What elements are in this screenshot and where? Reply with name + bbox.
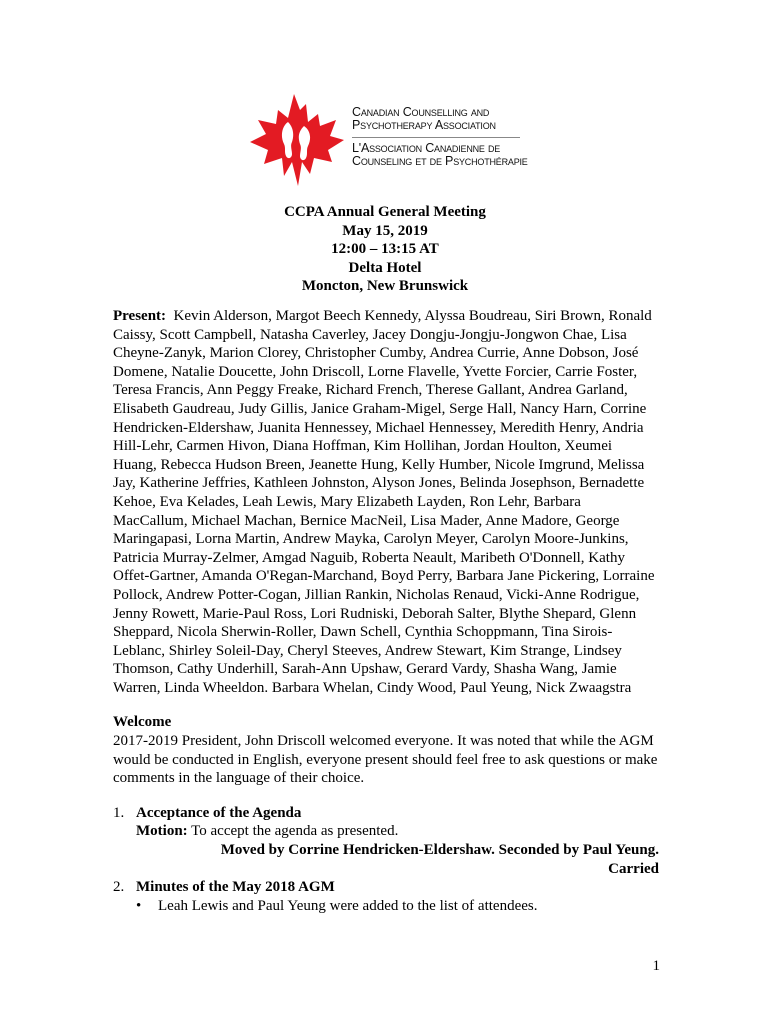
bullet-text: Leah Lewis and Paul Yeung were added to the list of attendees. [158, 897, 538, 914]
agenda-item-title: Minutes of the May 2018 AGM [136, 879, 335, 896]
minutes-body [113, 307, 659, 915]
motion-text: To accept the agenda as presented. [187, 823, 399, 840]
agenda-item-number: 1. [113, 804, 125, 821]
bullet-item [136, 897, 659, 916]
attendees-list: Kevin Alderson, Margot Beech Kennedy, Alyssa Boudreau, Siri Brown, Ronald Caissy, Scott Campbell, Natasha Caverley, Jacey Dongju-Jongju-Jongwon Chae, Lisa Cheyne-Zanyk, Marion Clorey, Christopher Cumby, Andrea Currie, Anne Dobson, José Domene, Natalie Doucette, John Driscoll, Lorne Flavelle, Yvette Forcier, Carrie Foster, Teresa Francis, Ann Peggy Freake, Richard French, Therese Gallant, Andrea Garland, Elisabeth Gaudreau, Judy Gillis, Janice Graham-Migel, Serge Hall, Nancy Harn, Corrine Hendricken-Eldershaw, Juanita Hennessey, Michael Hennessey, Meredith Henry, Andria Hill-Lehr, Carmen Hivon, Diana Hoffman, Kim Hollihan, Jordan Houlton, Xeumei Huang, Rebecca Hudson Breen, Jeanette Hung, Kelly Humber, Nicole Imgrund, Melissa Jay, Katherine Jeffries, Kathleen Johnston, Alyson Jones, Belinda Josephson, Bernadette Kehoe, Eva Kelades, Leah Lewis, Mary Elizabeth Layden, Ron Lehr, Barbara MacCallum, Michael Machan, Bernice MacNeil, Lisa Mader, Anne Madore, George Maringapasi, Lorna Martin, Andrew Mayka, Carolyn Meyer, Carolyn Moore-Junkins, Patricia Murray-Zelmer, Amgad Naguib, Roberta Neault, Maribeth O'Donnell, Kathy Offet-Gartner, Amanda O'Regan-Marchand, Boyd Perry, Barbara Jane Pickering, Lorraine Pollock, Andrew Potter-Cogan, Jillian Rankin, Nicholas Renaud, Vicki-Anne Rodrigue, Jenny Rowett, Marie-Paul Ross, Lori Rudniski, Deborah Salter, Blythe Shepard, Glenn Sheppard, Nicola Sherwin-Roller, Dawn Schell, Cynthia Schoppmann, Tina Sirois-Leblanc, Shirley Soleil-Day, Cheryl Steeves, Andrew Stewart, Kim Strange, Lindsey Thomson, Cathy Underhill, Sarah-Ann Upshaw, Gerard Vardy, Shasha Wang, Jamie Warren, Linda Wheeldon. Barbara Whelan, Cindy Wood, Paul Yeung, Nick Zwaagstra [113, 308, 655, 696]
meeting-heading [0, 203, 770, 296]
logo-text [352, 106, 528, 168]
attendees-paragraph [113, 307, 659, 697]
moved-seconded-line: Moved by Corrine Hendricken-Eldershaw. Seconded by Paul Yeung. [220, 842, 659, 859]
logo-line-2: Psychotherapy Association [352, 118, 496, 132]
maple-leaf-faces-icon [248, 92, 346, 188]
present-label: Present: [113, 308, 167, 324]
meeting-title: CCPA Annual General Meeting [284, 204, 486, 220]
agenda-item-number: 2. [113, 879, 125, 896]
agenda-item-2 [113, 878, 659, 915]
logo-divider [352, 137, 520, 138]
logo-line-1: Canadian Counselling and [352, 105, 490, 119]
agenda-list [113, 804, 659, 916]
motion-label: Motion: [136, 823, 188, 840]
welcome-paragraph: 2017-2019 President, John Driscoll welcomed everyone. It was noted that while the AGM would be conducted in English, everyone present should feel free to ask questions or make comments in the language of their choice. [113, 733, 658, 787]
page-number: 1 [652, 958, 660, 974]
meeting-venue: Delta Hotel [348, 259, 422, 276]
logo-line-3: L'Association Canadienne de [352, 141, 501, 155]
meeting-time: 12:00 – 13:15 AT [331, 241, 439, 257]
bullet-icon: • [136, 897, 142, 914]
motion-line [136, 822, 659, 841]
meeting-date: May 15, 2019 [342, 222, 428, 239]
agenda-item-title: Acceptance of the Agenda [136, 804, 302, 821]
bullet-list [136, 897, 659, 916]
logo-line-4: Counseling et de Psychothérapie [352, 154, 528, 168]
motion-result: Carried [608, 860, 659, 877]
meeting-city: Moncton, New Brunswick [301, 278, 469, 294]
welcome-heading: Welcome [113, 714, 172, 731]
ccpa-logo [248, 92, 548, 192]
agenda-item-1 [113, 804, 659, 878]
